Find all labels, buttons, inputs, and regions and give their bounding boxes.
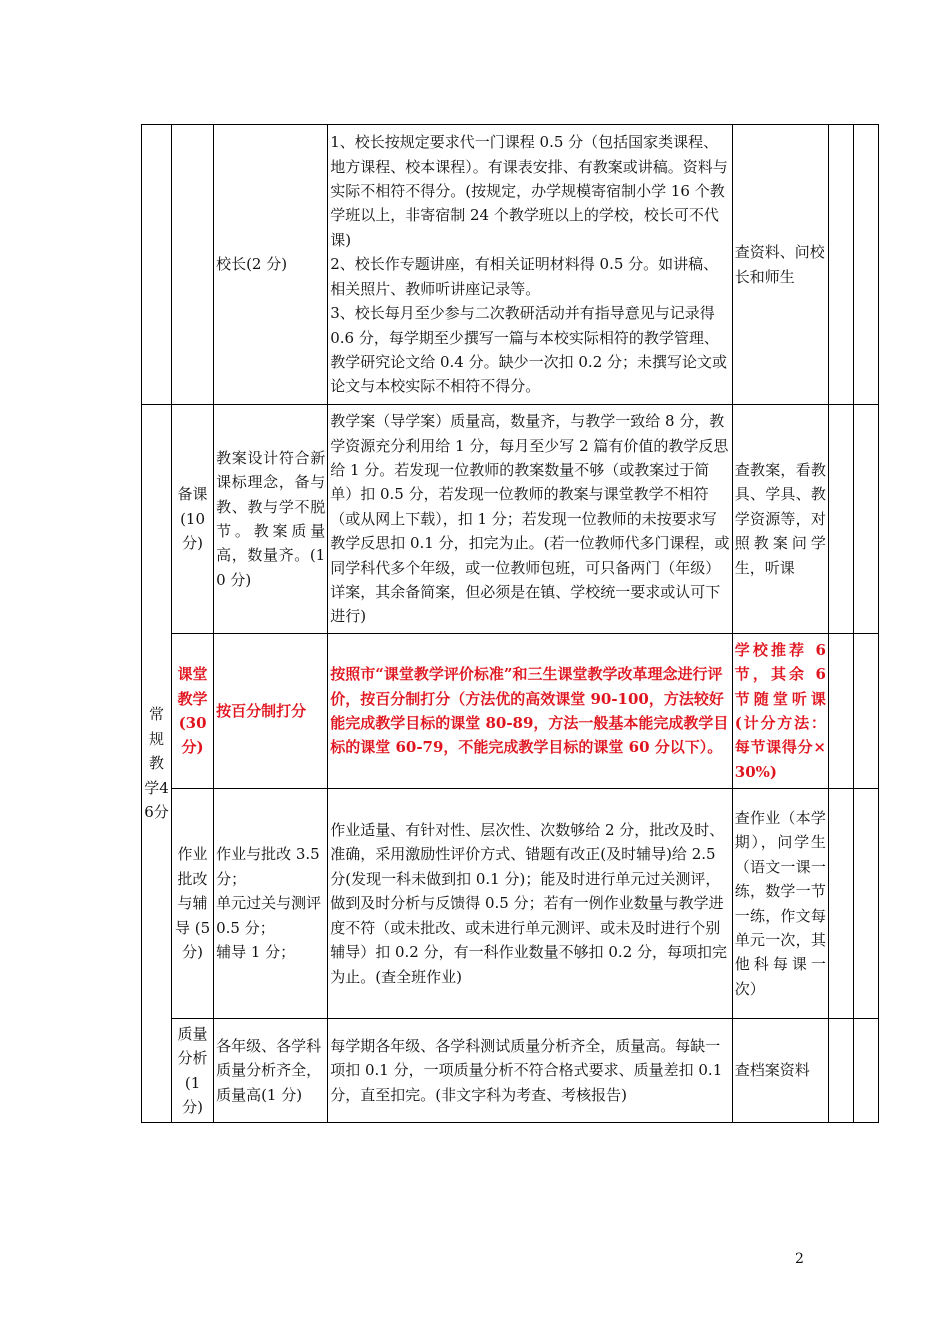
standard-cell: 按百分制打分 (214, 634, 328, 789)
method-cell: 查教案，看教具、学具、教学资源等，对照教案问学生，听课 (732, 405, 828, 634)
table-row (142, 405, 879, 634)
detail-cell: 按照市“课堂教学评价标准”和三生课堂教学改革理念进行评价，按百分制打分（方法优的高效课堂 90-100，方法较好能完成教学目标的课堂 80-89，方法一般基本能完成教学目标的课堂 60-79，不能完成教学目标的课堂 60 分以下）。 (328, 634, 733, 789)
table-row (142, 789, 879, 1019)
standard-cell: 校长(2 分) (214, 125, 328, 405)
detail-cell (328, 125, 733, 405)
item-cell: 作业批改与辅导 (5 分) (172, 789, 214, 1019)
score-cell (853, 405, 878, 634)
detail-cell: 教学案（导学案）质量高，数量齐，与教学一致给 8 分，教学资源充分利用给 1 分，每月至少写 2 篇有价值的教学反思给 1 分。若发现一位教师的教案数量不够（或教案过于简单）扣 0.5 分，若发现一位教师的教案与课堂教学不相符（或从网上下载），扣 1 分；若发现一位教师的未按要求写教学反思扣 0.1 分，扣完为止。(若一位教师代多门课程，或同学科代多个年级，或一位教师包班，可只备两门（年级）详案，其余备简案，但必须是在镇、学校统一要求或认可下进行) (328, 405, 733, 634)
item-cell: 质量分析(1 分) (172, 1019, 214, 1123)
score-cell (828, 125, 853, 405)
score-cell (853, 634, 878, 789)
category-cell: 常规教学46分 (142, 405, 172, 1123)
method-cell: 查资料、问校长和师生 (732, 125, 828, 405)
detail-text: 1、校长按规定要求代一门课程 0.5 分（包括国家类课程、地方课程、校本课程）。有课表安排、有教案或讲稿。资料与实际不相符不得分。(按规定，办学规模寄宿制小学 16 个教学班以上，非寄宿制 24 个教学班以上的学校，校长可不代课) 2、校长作专题讲座，有相关证明材料得 0.5 分。如讲稿、相关照片、教师听讲座记录等。 3、校长每月至少参与二次教研活动并有指导意见与记录得 0.6 分，每学期至少撰写一篇与本校实际相符的教学管理、教学研究论文给 0.4 分。缺少一次扣 0.2 分；未撰写论文或论文与本校实际不相符不得分。 (330, 133, 728, 396)
item-cell (172, 125, 214, 405)
standard-cell: 作业与批改 3.5 分； 单元过关与测评 0.5 分； 辅导 1 分； (214, 789, 328, 1019)
table-row (142, 1019, 879, 1123)
category-cell-empty (142, 125, 172, 405)
method-cell: 查档案资料 (732, 1019, 828, 1123)
score-cell (828, 405, 853, 634)
table-row (142, 634, 879, 789)
detail-cell: 每学期各年级、各学科测试质量分析齐全，质量高。每缺一项扣 0.1 分，一项质量分析不符合格式要求、质量差扣 0.1 分，直至扣完。(非文字科为考查、考核报告) (328, 1019, 733, 1123)
standard-cell: 教案设计符合新课标理念，备与教、教与学不脱节。教案质量高，数量齐。(10 分) (214, 405, 328, 634)
method-cell: 学校推荐 6 节，其余 6 节随堂听课(计分方法：每节课得分×30%) (732, 634, 828, 789)
score-cell (828, 789, 853, 1019)
score-cell (828, 1019, 853, 1123)
item-cell: 备课(10 分) (172, 405, 214, 634)
standard-cell: 各年级、各学科质量分析齐全，质量高(1 分) (214, 1019, 328, 1123)
score-cell (828, 634, 853, 789)
method-cell: 查作业（本学期），问学生（语文一课一练，数学一节一练，作文每单元一次，其他科每课一次） (732, 789, 828, 1019)
score-cell (853, 125, 878, 405)
evaluation-table (141, 124, 879, 1123)
score-cell (853, 1019, 878, 1123)
score-cell (853, 789, 878, 1019)
item-cell: 课堂教学(30 分) (172, 634, 214, 789)
table-row (142, 125, 879, 405)
detail-cell: 作业适量、有针对性、层次性、次数够给 2 分，批改及时、准确，采用激励性评价方式、错题有改正(及时辅导)给 2.5 分(发现一科未做到扣 0.1 分)；能及时进行单元过关测评，做到及时分析与反馈得 0.5 分；若有一例作业数量与教学进度不符（或未批改、或未进行单元测评、或未及时进行个别辅导）扣 0.2 分，有一科作业数量不够扣 0.2 分，每项扣完为止。(查全班作业) (328, 789, 733, 1019)
page-number: 2 (795, 1251, 804, 1267)
